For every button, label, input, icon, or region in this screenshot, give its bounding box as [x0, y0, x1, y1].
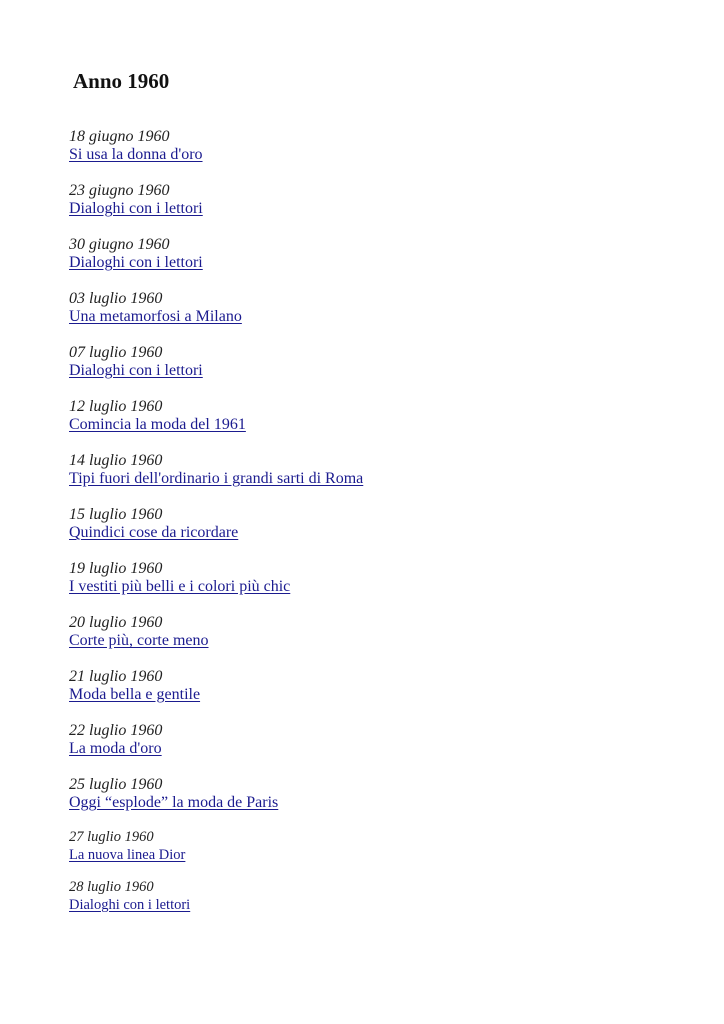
entry-date: 07 luglio 1960: [69, 344, 163, 361]
entry-date: 27 luglio 1960: [69, 829, 154, 845]
article-link[interactable]: Moda bella e gentile: [69, 686, 201, 703]
entry-date: 23 giugno 1960: [69, 182, 170, 199]
article-link[interactable]: Dialoghi con i lettori: [69, 254, 203, 271]
list-item: [69, 559, 709, 596]
entry-date: 12 luglio 1960: [69, 398, 163, 415]
list-item: [69, 667, 709, 704]
article-link[interactable]: La moda d'oro: [69, 740, 162, 757]
list-item: [69, 235, 709, 272]
list-item: [69, 343, 709, 380]
list-item: [69, 721, 709, 758]
article-link[interactable]: Si usa la donna d'oro: [69, 146, 203, 163]
entry-date: 28 luglio 1960: [69, 879, 154, 895]
list-item: [69, 879, 709, 914]
list-item: [69, 451, 709, 488]
article-link[interactable]: Dialoghi con i lettori: [69, 362, 203, 379]
page-title: Anno 1960: [73, 69, 170, 93]
article-link[interactable]: Quindici cose da ricordare: [69, 524, 239, 541]
article-link[interactable]: Comincia la moda del 1961: [69, 416, 246, 433]
list-item: [69, 775, 709, 812]
article-link[interactable]: Tipi fuori dell'ordinario i grandi sarti di Roma: [69, 470, 364, 487]
list-item: [69, 397, 709, 434]
article-link[interactable]: Corte più, corte meno: [69, 632, 209, 649]
list-item: [69, 181, 709, 218]
article-list: [69, 127, 709, 929]
list-item: [69, 829, 709, 864]
article-link[interactable]: La nuova linea Dior: [69, 847, 186, 863]
article-link[interactable]: Oggi “esplode” la moda de Paris: [69, 794, 279, 811]
entry-date: 30 giugno 1960: [69, 236, 170, 253]
entry-date: 03 luglio 1960: [69, 290, 163, 307]
list-item: [69, 613, 709, 650]
entry-date: 20 luglio 1960: [69, 614, 163, 631]
entry-date: 15 luglio 1960: [69, 506, 163, 523]
entry-date: 22 luglio 1960: [69, 722, 163, 739]
list-item: [69, 505, 709, 542]
article-link[interactable]: Dialoghi con i lettori: [69, 200, 203, 217]
entry-date: 19 luglio 1960: [69, 560, 163, 577]
entry-date: 18 giugno 1960: [69, 128, 170, 145]
article-link[interactable]: Dialoghi con i lettori: [69, 897, 191, 913]
entry-date: 14 luglio 1960: [69, 452, 163, 469]
entry-date: 25 luglio 1960: [69, 776, 163, 793]
entry-date: 21 luglio 1960: [69, 668, 163, 685]
list-item: [69, 289, 709, 326]
list-item: [69, 127, 709, 164]
article-link[interactable]: Una metamorfosi a Milano: [69, 308, 242, 325]
article-link[interactable]: I vestiti più belli e i colori più chic: [69, 578, 291, 595]
